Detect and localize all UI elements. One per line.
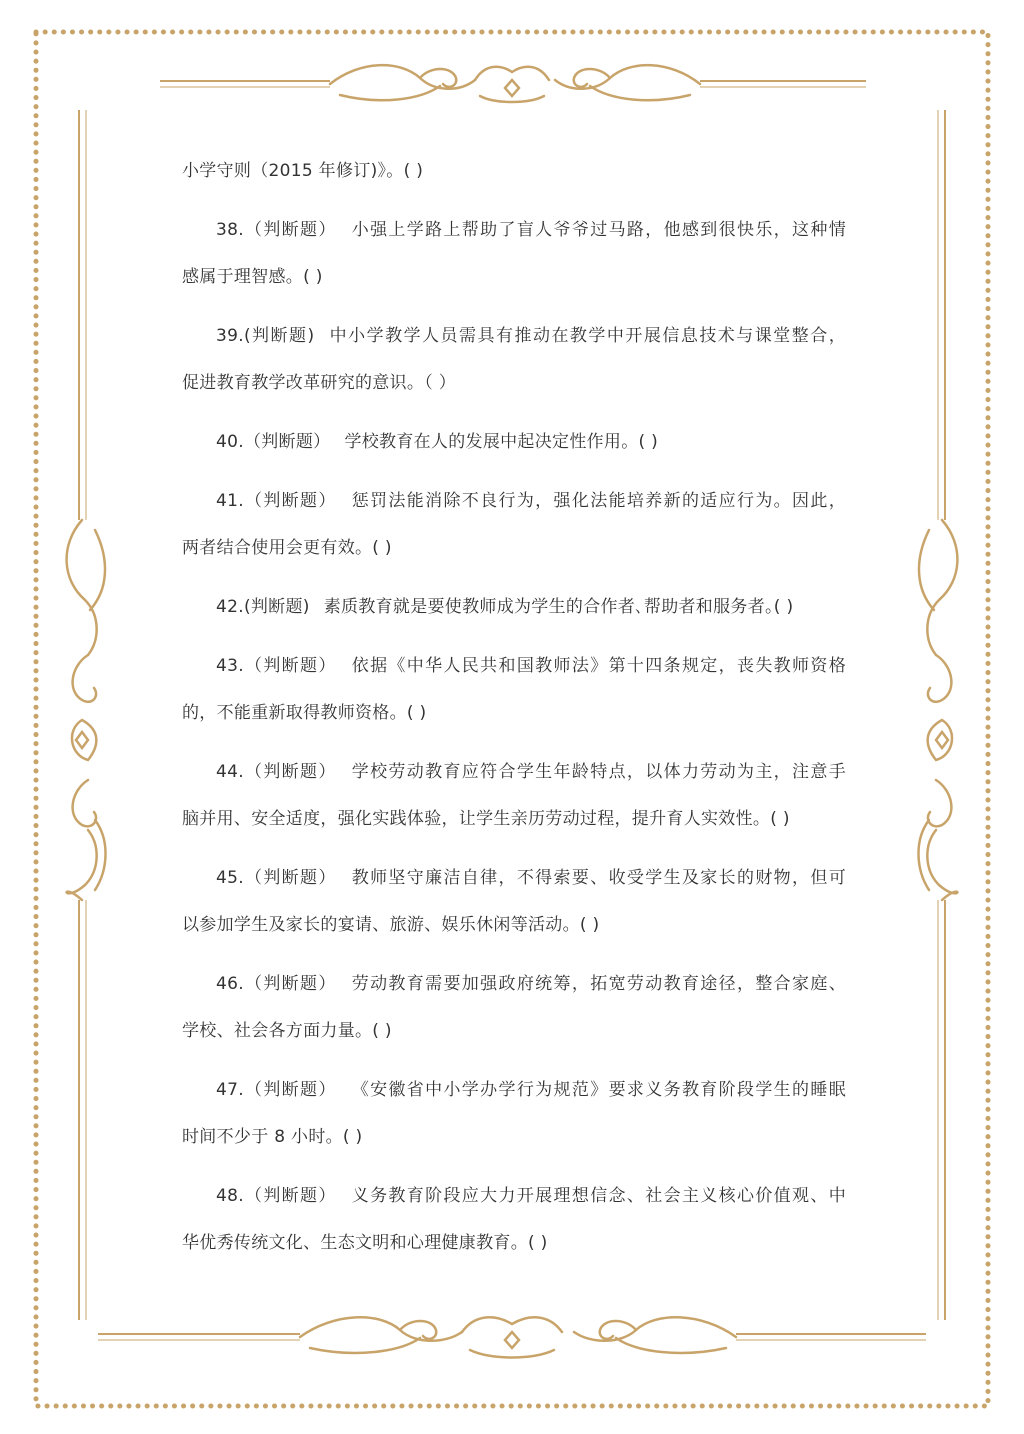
question-number: 40. [216, 432, 244, 452]
question-item [182, 643, 846, 737]
question-line-1 [182, 961, 846, 1008]
question-text: 《安徽省中小学办学行为规范》要求义务教育阶段学生的睡眠 [350, 1080, 846, 1100]
question-item [182, 313, 846, 407]
question-text: 学校教育在人的发展中起决定性作用。( ) [344, 432, 659, 452]
question-text: 学校劳动教育应符合学生年龄特点，以体力劳动为主，注意手 [350, 762, 846, 782]
top-flourish-ornament [330, 65, 700, 102]
question-number: 46. [216, 974, 244, 994]
question-line-1 [182, 419, 846, 466]
question-line-1 [182, 478, 846, 525]
carry-over-text [182, 148, 846, 195]
question-item [182, 478, 846, 572]
question-line-2: 促进教育教学改革研究的意识。（ ） [182, 373, 457, 393]
question-type: (判断题) [243, 597, 310, 617]
question-type: （判断题） [243, 1080, 337, 1100]
question-number: 47. [216, 1080, 244, 1100]
question-line-1 [182, 855, 846, 902]
question-type: （判断题） [243, 1186, 337, 1206]
question-type: （判断题） [243, 762, 337, 782]
question-item [182, 1173, 846, 1267]
question-number: 48. [216, 1186, 244, 1206]
question-text: 惩罚法能消除不良行为，强化法能培养新的适应行为。因此， [350, 491, 846, 511]
question-text: 素质教育就是要使教师成为学生的合作者､帮助者和服务者｡( ) [323, 597, 794, 617]
question-text: 教师坚守廉洁自律，不得索要、收受学生及家长的财物，但可 [350, 868, 846, 888]
question-number: 38. [216, 220, 244, 240]
question-line-1 [182, 313, 846, 360]
question-line-2: 时间不少于 8 小时。( ) [182, 1127, 363, 1147]
right-side-flourish [918, 520, 957, 900]
left-side-flourish [67, 520, 106, 900]
carry-over-line: 小学守则（2015 年修订)》。( ) [182, 161, 424, 181]
question-item [182, 1067, 846, 1161]
question-text: 中小学教学人员需具有推动在教学中开展信息技术与课堂整合， [328, 326, 847, 346]
question-line-1 [182, 1067, 846, 1114]
question-number: 41. [216, 491, 244, 511]
question-line-1 [182, 1173, 846, 1220]
question-line-1 [182, 584, 846, 631]
question-line-2: 华优秀传统文化、生态文明和心理健康教育。( ) [182, 1233, 548, 1253]
question-item [182, 749, 846, 843]
question-text: 劳动教育需要加强政府统筹，拓宽劳动教育途径，整合家庭、 [350, 974, 846, 994]
bottom-flourish-ornament [300, 1317, 736, 1357]
question-type: (判断题) [243, 326, 315, 346]
question-number: 45. [216, 868, 244, 888]
question-line-2: 两者结合使用会更有效。( ) [182, 538, 392, 558]
question-item [182, 961, 846, 1055]
question-type: （判断题） [243, 974, 337, 994]
question-line-1 [182, 749, 846, 796]
question-item [182, 584, 846, 631]
question-line-2: 感属于理智感。( ) [182, 267, 323, 287]
question-type: （判断题） [243, 656, 337, 676]
question-number: 42. [216, 597, 244, 617]
question-item [182, 207, 846, 301]
question-line-2: 的，不能重新取得教师资格。( ) [182, 703, 427, 723]
question-type: （判断题） [243, 220, 337, 240]
question-type: （判断题） [243, 432, 331, 452]
question-type: （判断题） [243, 868, 337, 888]
question-text: 依据《中华人民共和国教师法》第十四条规定，丧失教师资格 [350, 656, 846, 676]
question-number: 43. [216, 656, 244, 676]
question-line-1 [182, 207, 846, 254]
question-line-2: 脑并用、安全适度，强化实践体验，让学生亲历劳动过程，提升育人实效性。( ) [182, 809, 790, 829]
question-line-2: 学校、社会各方面力量。( ) [182, 1021, 392, 1041]
question-line-1 [182, 643, 846, 690]
question-item [182, 855, 846, 949]
question-type: （判断题） [243, 491, 337, 511]
question-line-2: 以参加学生及家长的宴请、旅游、娱乐休闲等活动。( ) [182, 915, 600, 935]
question-list [182, 148, 846, 1279]
question-number: 39. [216, 326, 244, 346]
question-number: 44. [216, 762, 244, 782]
question-item [182, 419, 846, 466]
question-text: 义务教育阶段应大力开展理想信念、社会主义核心价值观、中 [350, 1186, 846, 1206]
question-text: 小强上学路上帮助了盲人爷爷过马路，他感到很快乐，这种情 [350, 220, 846, 240]
